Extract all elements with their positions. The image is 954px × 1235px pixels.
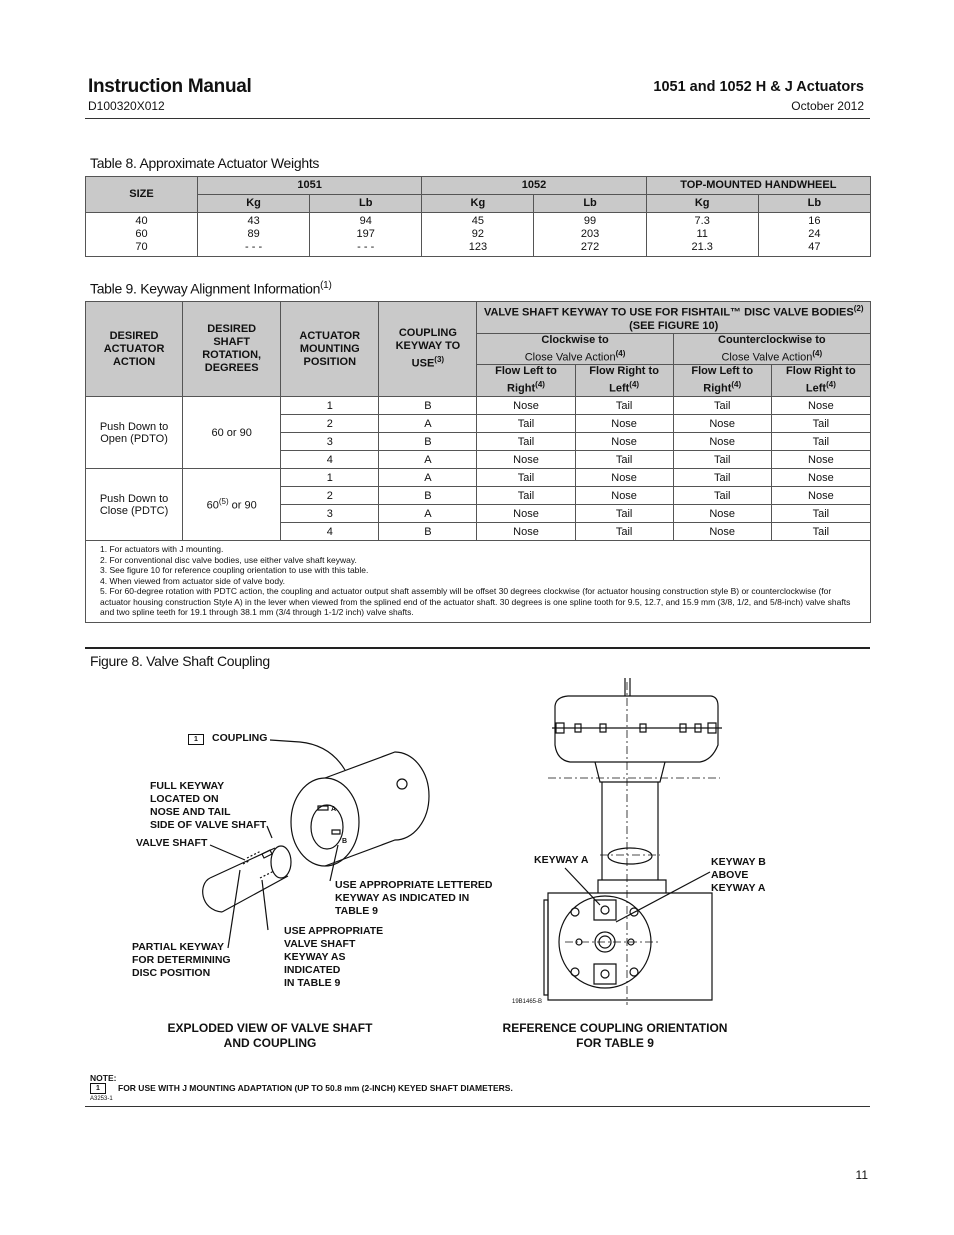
col-size: SIZE — [86, 177, 198, 213]
cell: B — [379, 397, 477, 415]
note-marker: 1 — [90, 1083, 106, 1094]
col-1052: 1052 — [422, 177, 646, 195]
cell: Tail — [673, 469, 771, 487]
cell: Nose — [477, 505, 575, 523]
cell: Nose — [771, 469, 870, 487]
label-keyway-a: KEYWAY A — [534, 854, 589, 866]
label-use-lettered-keyway: USE APPROPRIATE LETTERED KEYWAY AS INDICATED IN TABLE 9 — [335, 879, 493, 917]
footnote: 4. When viewed from actuator side of valve body. — [100, 575, 286, 586]
unit-lb: Lb — [758, 195, 870, 213]
cell: A — [379, 451, 477, 469]
weight-1052-kg: 45 92 123 — [422, 213, 534, 257]
cell: 2 — [281, 415, 379, 433]
product-title: 1051 and 1052 H & J Actuators — [653, 79, 864, 95]
document-number: D100320X012 — [88, 99, 165, 113]
actuator-illustration — [544, 678, 722, 1000]
col-valve-shaft-keyway: VALVE SHAFT KEYWAY TO USE FOR FISHTAIL™ DISC VALVE BODIES$^{(2)}$ (SEE FIGURE 10) — [477, 302, 871, 334]
footer-divider — [85, 1106, 870, 1107]
cell: Nose — [673, 523, 771, 541]
label-keyway-b: KEYWAY B ABOVE KEYWAY A — [711, 856, 766, 894]
note-label: NOTE: — [90, 1073, 117, 1083]
figure8-caption: Figure 8. Valve Shaft Coupling — [90, 653, 270, 669]
table9-caption: Table 9. Keyway Alignment Information$^{(1)}$ — [90, 280, 332, 297]
cell: A — [379, 415, 477, 433]
cell: Nose — [477, 397, 575, 415]
valve-shaft-illustration — [203, 846, 291, 912]
publication-date: October 2012 — [791, 99, 864, 113]
cell: Tail — [575, 505, 673, 523]
col-1051: 1051 — [198, 177, 422, 195]
cell: Tail — [477, 469, 575, 487]
weight-handwheel-lb: 16 24 47 — [758, 213, 870, 257]
weight-1051-kg: 43 89 - - - — [198, 213, 310, 257]
cell: Tail — [771, 433, 870, 451]
label-partial-keyway: PARTIAL KEYWAY FOR DETERMINING DISC POSITION — [132, 941, 231, 979]
art-id: A3253-1 — [90, 1096, 113, 1102]
unit-kg: Kg — [646, 195, 758, 213]
cell: 1 — [281, 469, 379, 487]
unit-lb: Lb — [310, 195, 422, 213]
cell: Nose — [575, 415, 673, 433]
cell: Tail — [673, 487, 771, 505]
size-values: 40 60 70 — [86, 213, 198, 257]
unit-kg: Kg — [198, 195, 310, 213]
cell: Nose — [771, 451, 870, 469]
note-text: FOR USE WITH J MOUNTING ADAPTATION (UP TO 50.8 mm (2-INCH) KEYED SHAFT DIAMETERS. — [118, 1083, 513, 1093]
unit-kg: Kg — [422, 195, 534, 213]
unit-lb: Lb — [534, 195, 646, 213]
table8-caption: Table 8. Approximate Actuator Weights — [90, 155, 320, 171]
cell: B — [379, 523, 477, 541]
callout-marker: 1 — [188, 734, 204, 745]
cell: Nose — [575, 487, 673, 505]
cell: Tail — [575, 397, 673, 415]
cell: Tail — [477, 487, 575, 505]
cell: Nose — [575, 469, 673, 487]
cell: Tail — [771, 523, 870, 541]
col-counterclockwise: Counterclockwise to Close Valve Action$^{(4)}$ — [673, 333, 870, 365]
col-shaft-rotation: DESIRED SHAFT ROTATION, DEGREES — [183, 302, 281, 397]
cell: Tail — [575, 451, 673, 469]
coupling-illustration — [291, 752, 429, 866]
col-coupling-keyway: COUPLING KEYWAY TO USE$^{(3)}$ — [379, 302, 477, 397]
manual-title: Instruction Manual — [88, 76, 252, 97]
cell: 3 — [281, 433, 379, 451]
col-handwheel: TOP-MOUNTED HANDWHEEL — [646, 177, 870, 195]
cell: Tail — [771, 415, 870, 433]
cell: Nose — [673, 415, 771, 433]
drawing-id: 19B1465-B — [512, 999, 543, 1005]
cell: Nose — [673, 505, 771, 523]
page-number: 11 — [855, 1168, 868, 1182]
subcaption-exploded-view: EXPLODED VIEW OF VALVE SHAFT AND COUPLING — [167, 1021, 373, 1050]
cell: 1 — [281, 397, 379, 415]
cell: Tail — [477, 433, 575, 451]
footnote: 3. See figure 10 for reference coupling orientation to use with this table. — [100, 565, 369, 576]
cell: A — [379, 469, 477, 487]
cell: Nose — [477, 451, 575, 469]
cell: 4 — [281, 451, 379, 469]
cell: 3 — [281, 505, 379, 523]
subcaption-reference-orientation: REFERENCE COUPLING ORIENTATION FOR TABLE 9 — [502, 1021, 728, 1050]
col-flow-right-left: Flow Right to Left$^{(4)}$ — [575, 365, 673, 397]
cell: Nose — [771, 397, 870, 415]
label-valve-shaft: VALVE SHAFT — [136, 837, 208, 849]
cell: 4 — [281, 523, 379, 541]
letter-b: B — [342, 838, 348, 845]
label-use-valve-shaft-keyway: USE APPROPRIATE VALVE SHAFT KEYWAY AS INDICATED IN TABLE 9 — [284, 925, 384, 989]
col-flow-left-right: Flow Left to Right$^{(4)}$ — [673, 365, 771, 397]
col-clockwise: Clockwise to Close Valve Action$^{(4)}$ — [477, 333, 673, 365]
col-mounting-position: ACTUATOR MOUNTING POSITION — [281, 302, 379, 397]
cell: Tail — [477, 415, 575, 433]
cell: Tail — [771, 505, 870, 523]
label-coupling: COUPLING — [212, 732, 268, 744]
cell: Tail — [673, 451, 771, 469]
action-pdto: Push Down to Open (PDTO) — [86, 397, 183, 469]
footnote: 1. For actuators with J mounting. — [100, 544, 224, 555]
weight-1052-lb: 99 203 272 — [534, 213, 646, 257]
cell: Nose — [771, 487, 870, 505]
rotation-pdtc: 60$^{(5)}$ or 90 — [183, 469, 281, 541]
cell: Nose — [673, 433, 771, 451]
cell: B — [379, 433, 477, 451]
label-full-keyway: FULL KEYWAY LOCATED ON NOSE AND TAIL SIDE OF VALVE SHAFT — [150, 780, 267, 831]
col-actuator-action: DESIRED ACTUATOR ACTION — [86, 302, 183, 397]
cell: Nose — [575, 433, 673, 451]
footnote: 5. For 60-degree rotation with PDTC action, the coupling and actuator output shaft assembly will be offset 30 degrees clockwise (for actuator housing construction style B) or counterclockwise (for actuator housing construction Style A) in the lever when viewed from the splined end of the actuator shaft. 30 degrees is one spline tooth for 9.5, 12.7, and 15.9 mm (3/8, 1/2, and 5/8-inch) valve shafts and two spline teeth for 19.1 through 38.1 mm (3/4 through 1-1/2 inch) valve shafts. — [100, 586, 851, 618]
action-pdtc: Push Down to Close (PDTC) — [86, 469, 183, 541]
cell: A — [379, 505, 477, 523]
cell: 2 — [281, 487, 379, 505]
cell: Tail — [575, 523, 673, 541]
cell: Nose — [477, 523, 575, 541]
cell: B — [379, 487, 477, 505]
col-flow-left-right: Flow Left to Right$^{(4)}$ — [477, 365, 575, 397]
rotation-pdto: 60 or 90 — [183, 397, 281, 469]
footnote: 2. For conventional disc valve bodies, use either valve shaft keyway. — [100, 554, 357, 565]
weight-handwheel-kg: 7.3 11 21.3 — [646, 213, 758, 257]
weight-1051-lb: 94 197 - - - — [310, 213, 422, 257]
col-flow-right-left: Flow Right to Left$^{(4)}$ — [771, 365, 870, 397]
letter-a: A — [331, 806, 337, 813]
cell: Tail — [673, 397, 771, 415]
